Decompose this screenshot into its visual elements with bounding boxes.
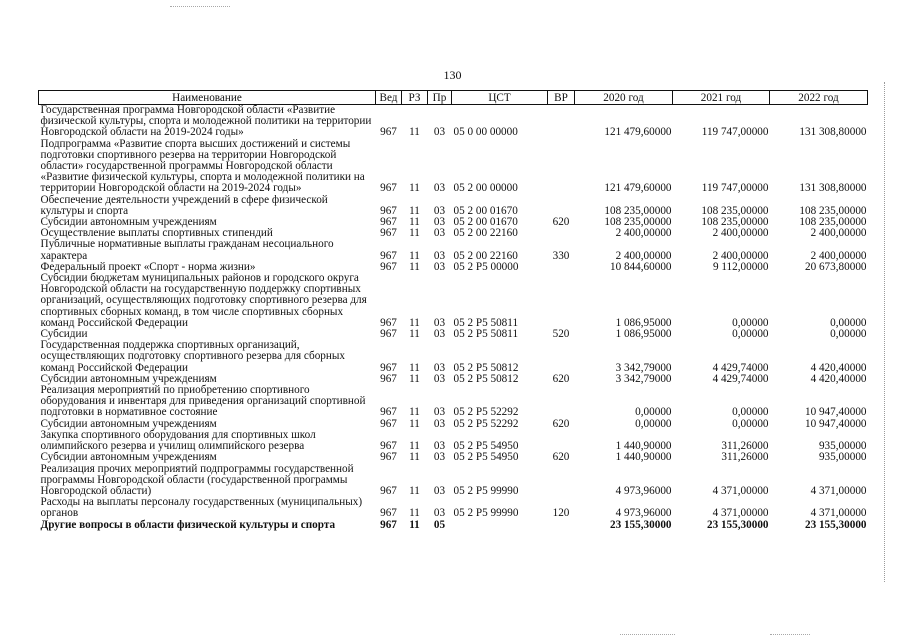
- cell-vr: 120: [552, 507, 570, 520]
- cell-2021: 0,00000: [732, 328, 769, 341]
- table-row: [39, 105, 868, 139]
- cell-rz: 11: [409, 451, 420, 464]
- col-header-ved: Вед: [376, 91, 402, 105]
- cell-2021: 4 429,74000: [712, 361, 769, 374]
- cell-rz: 11: [409, 440, 420, 453]
- cell-pr: 05: [433, 518, 446, 531]
- cell-2022: 131 308,80000: [799, 182, 867, 195]
- table-row: [39, 497, 868, 519]
- cell-2022: 20 673,80000: [804, 260, 867, 273]
- cell-rz: 11: [409, 417, 420, 430]
- cell-rz: 11: [409, 507, 420, 520]
- cell-pr: 03: [433, 507, 446, 520]
- cell-cst: 05 2 P5 99990: [453, 484, 519, 497]
- table-row: [39, 385, 868, 419]
- cell-2020: 10 844,60000: [609, 260, 672, 273]
- col-header-2021: 2021 год: [673, 91, 770, 105]
- cell-2022: 131 308,80000: [799, 126, 867, 139]
- cell-name: Государственная поддержка спортивных организаций, осуществляющих подготовку спортивного резерва для сборных команд Российской Федерации: [40, 339, 346, 374]
- cell-vr: 620: [552, 372, 570, 385]
- scan-artifact-bottom-left: [620, 634, 675, 636]
- cell-cst: 05 2 00 22160: [453, 227, 518, 240]
- cell-pr: 03: [433, 216, 446, 229]
- cell-ved: 967: [380, 126, 397, 139]
- cell-vr: [548, 340, 575, 374]
- cell-ved: 967: [380, 227, 397, 240]
- cell-2020: 4 973,96000: [615, 507, 672, 520]
- cell-pr: 03: [433, 484, 446, 497]
- table-body: [39, 105, 868, 531]
- cell-name: Субсидии бюджетам муниципальных районов и городского округа Новгородской области на государственную поддержку спортивных организаций, осуществляющих подготовку спортивного резерва для спортивных сборных команд, в том числе спортивных сборных команд Российской Федерации: [40, 272, 367, 329]
- cell-2022: 4 371,00000: [810, 507, 867, 520]
- cell-pr: 03: [433, 204, 446, 217]
- cell-vr: 620: [552, 417, 570, 430]
- cell-ved: 967: [380, 216, 397, 229]
- cell-2020: 1 440,90000: [615, 440, 672, 453]
- cell-pr: 03: [433, 406, 446, 419]
- cell-ved: 967: [380, 249, 397, 262]
- cell-2022: 108 235,00000: [799, 216, 867, 229]
- cell-2020: 23 155,30000: [609, 518, 672, 531]
- cell-2021: 2 400,00000: [712, 227, 769, 240]
- cell-pr: 03: [433, 316, 446, 329]
- cell-rz: 11: [409, 249, 420, 262]
- cell-pr: 03: [433, 126, 446, 139]
- cell-name: Другие вопросы в области физической культуры и спорта: [40, 518, 336, 531]
- cell-ved: 967: [380, 406, 397, 419]
- cell-vr: [548, 262, 575, 273]
- col-header-vr: ВР: [548, 91, 575, 105]
- budget-table: [38, 90, 868, 531]
- table-row: [39, 239, 868, 261]
- cell-2022: 4 371,00000: [810, 484, 867, 497]
- cell-2020: 3 342,79000: [615, 361, 672, 374]
- cell-ved: 967: [380, 417, 397, 430]
- cell-vr: [548, 139, 575, 195]
- cell-cst: 05 2 00 01670: [453, 204, 518, 217]
- cell-name: Публичные нормативные выплаты гражданам несоциального характера: [40, 238, 334, 262]
- cell-cst: 05 2 P5 50812: [453, 361, 519, 374]
- table-row: [39, 139, 868, 195]
- cell-ved: 967: [380, 260, 397, 273]
- cell-pr: 03: [433, 249, 446, 262]
- cell-rz: 11: [409, 406, 420, 419]
- cell-rz: 11: [409, 361, 420, 374]
- table-row: [39, 273, 868, 329]
- cell-vr: [548, 273, 575, 329]
- cell-name: Субсидии автономным учреждениям: [40, 417, 217, 430]
- cell-rz: 11: [409, 316, 420, 329]
- cell-cst: 05 2 P5 50812: [453, 372, 519, 385]
- cell-2021: 2 400,00000: [712, 249, 769, 262]
- table-row: [39, 195, 868, 217]
- cell-cst: 05 2 P5 50811: [453, 316, 519, 329]
- cell-2022: 4 420,40000: [810, 372, 867, 385]
- scan-artifact-bottom-right: [770, 634, 810, 636]
- col-header-pr: Пр: [428, 91, 452, 105]
- cell-vr: [548, 520, 575, 531]
- cell-2022: 108 235,00000: [799, 204, 867, 217]
- page-number: 130: [443, 68, 462, 82]
- cell-ved: 967: [380, 507, 397, 520]
- cell-rz: 11: [409, 126, 420, 139]
- cell-2021: 119 747,00000: [701, 182, 769, 195]
- cell-name: Обеспечение деятельности учреждений в сфере физической культуры и спорта: [40, 193, 328, 217]
- cell-name: Субсидии автономным учреждениям: [40, 216, 217, 229]
- col-header-cst: ЦСТ: [452, 91, 548, 105]
- cell-name: Реализация мероприятий по приобретению спортивного оборудования и инвентаря для приведения организаций спортивной подготовки в нормативное состояние: [40, 384, 366, 419]
- cell-ved: 967: [380, 440, 397, 453]
- cell-vr: [548, 195, 575, 217]
- cell-ved: 967: [380, 518, 397, 531]
- cell-pr: 03: [433, 227, 446, 240]
- cell-name: Федеральный проект «Спорт - норма жизни»: [40, 260, 256, 273]
- cell-rz: 11: [409, 216, 420, 229]
- cell-2020: 3 342,79000: [615, 372, 672, 385]
- scan-artifact-top: [170, 6, 230, 8]
- cell-cst: 05 2 P5 00000: [453, 260, 519, 273]
- cell-2021: 9 112,00000: [712, 260, 769, 273]
- cell-2020: 108 235,00000: [604, 216, 672, 229]
- cell-2021: 0,00000: [732, 417, 769, 430]
- cell-2021: 4 371,00000: [712, 484, 769, 497]
- cell-name: Расходы на выплаты персоналу государственных (муниципальных) органов: [40, 496, 363, 520]
- cell-pr: 03: [433, 372, 446, 385]
- col-header-rz: РЗ: [402, 91, 428, 105]
- cell-2022: 10 947,40000: [804, 417, 867, 430]
- cell-cst: 05 2 P5 54950: [453, 451, 519, 464]
- cell-pr: 03: [433, 417, 446, 430]
- cell-2020: 1 440,90000: [615, 451, 672, 464]
- cell-2022: 935,00000: [818, 440, 867, 453]
- cell-2022: 10 947,40000: [804, 406, 867, 419]
- cell-2022: 2 400,00000: [810, 249, 867, 262]
- cell-ved: 967: [380, 182, 397, 195]
- cell-2022: 0,00000: [830, 328, 867, 341]
- cell-vr: 620: [552, 451, 570, 464]
- cell-pr: 03: [433, 361, 446, 374]
- col-header-name: Наименование: [39, 91, 376, 105]
- cell-pr: 03: [433, 328, 446, 341]
- cell-2020: 2 400,00000: [615, 249, 672, 262]
- cell-2020: 0,00000: [635, 417, 672, 430]
- cell-rz: 11: [409, 484, 420, 497]
- cell-vr: [548, 385, 575, 419]
- col-header-2022: 2022 год: [770, 91, 868, 105]
- cell-cst: 05 2 P5 54950: [453, 440, 519, 453]
- cell-rz: 11: [409, 518, 420, 531]
- cell-pr: 03: [433, 451, 446, 464]
- table-row: [39, 340, 868, 374]
- cell-2021: 108 235,00000: [701, 216, 769, 229]
- cell-name: Реализация прочих мероприятий подпрограммы государственной программы Новгородской области (государственной программы Новгородской области): [40, 462, 354, 497]
- cell-rz: 11: [409, 372, 420, 385]
- cell-vr: [548, 105, 575, 139]
- cell-vr: 520: [552, 328, 570, 341]
- cell-vr: [548, 464, 575, 498]
- cell-2022: 935,00000: [818, 451, 867, 464]
- cell-name: Субсидии автономным учреждениям: [40, 451, 217, 464]
- cell-2021: 0,00000: [732, 406, 769, 419]
- cell-ved: 967: [380, 372, 397, 385]
- cell-2021: 0,00000: [732, 316, 769, 329]
- cell-ved: 967: [380, 204, 397, 217]
- cell-2022: 0,00000: [830, 316, 867, 329]
- col-header-2020: 2020 год: [575, 91, 673, 105]
- cell-name: Осуществление выплаты спортивных стипендий: [40, 227, 273, 240]
- cell-rz: 11: [409, 204, 420, 217]
- cell-cst: 05 2 00 22160: [453, 249, 518, 262]
- cell-rz: 11: [409, 227, 420, 240]
- cell-name: Субсидии: [40, 328, 88, 341]
- cell-cst: 05 0 00 00000: [453, 126, 518, 139]
- cell-vr: 620: [552, 216, 570, 229]
- cell-2022: 2 400,00000: [810, 227, 867, 240]
- cell-cst: [452, 520, 548, 531]
- page-edge-line: [884, 82, 886, 582]
- cell-2021: 311,26000: [721, 451, 769, 464]
- cell-rz: 11: [409, 182, 420, 195]
- cell-2020: 2 400,00000: [615, 227, 672, 240]
- cell-name: Закупка спортивного оборудования для спортивных школ олимпийского резерва и училищ олимпийского резерва: [40, 428, 316, 453]
- cell-2021: 4 371,00000: [712, 507, 769, 520]
- cell-vr: 330: [552, 249, 570, 262]
- cell-pr: 03: [433, 440, 446, 453]
- cell-2021: 23 155,30000: [706, 518, 769, 531]
- cell-name: Подпрограмма «Развитие спорта высших достижений и системы подготовки спортивного резерва на территории Новгородской области» государственной программы Новгородской области «Развитие физической культуры, спорта и молодежной политики на территории Новгородской области на 2019-2024 годы»: [40, 137, 365, 195]
- cell-vr: [548, 228, 575, 239]
- cell-2020: 108 235,00000: [604, 204, 672, 217]
- table-row: [39, 520, 868, 531]
- table-row: [39, 430, 868, 452]
- cell-ved: 967: [380, 316, 397, 329]
- cell-ved: 967: [380, 361, 397, 374]
- cell-ved: 967: [380, 484, 397, 497]
- cell-rz: 11: [409, 328, 420, 341]
- cell-2021: 311,26000: [721, 440, 769, 453]
- cell-2020: 4 973,96000: [615, 484, 672, 497]
- cell-cst: 05 2 P5 52292: [453, 406, 519, 419]
- cell-2020: 121 479,60000: [604, 126, 672, 139]
- cell-cst: 05 2 00 01670: [453, 216, 518, 229]
- cell-ved: 967: [380, 451, 397, 464]
- cell-2020: 121 479,60000: [604, 182, 672, 195]
- cell-cst: 05 2 P5 50811: [453, 328, 519, 341]
- cell-2021: 119 747,00000: [701, 126, 769, 139]
- cell-2020: 0,00000: [635, 406, 672, 419]
- cell-name: Субсидии автономным учреждениям: [40, 372, 217, 385]
- cell-2022: 23 155,30000: [804, 518, 867, 531]
- cell-vr: [548, 430, 575, 452]
- cell-cst: 05 2 P5 99990: [453, 507, 519, 520]
- cell-cst: 05 2 P5 52292: [453, 417, 519, 430]
- table-row: [39, 452, 868, 463]
- cell-name: Государственная программа Новгородской области «Развитие физической культуры, спорта и молодежной политики на территории Новгородской области на 2019-2024 годы»: [40, 104, 372, 139]
- cell-2020: 1 086,95000: [615, 328, 672, 341]
- table-header-row: [39, 91, 868, 105]
- cell-pr: 03: [433, 182, 446, 195]
- cell-rz: 11: [409, 260, 420, 273]
- cell-2021: 108 235,00000: [701, 204, 769, 217]
- table-row: [39, 464, 868, 498]
- cell-ved: 967: [380, 328, 397, 341]
- cell-cst: 05 2 00 00000: [453, 182, 518, 195]
- cell-2020: 1 086,95000: [615, 316, 672, 329]
- cell-2022: 4 420,40000: [810, 361, 867, 374]
- cell-2021: 4 429,74000: [712, 372, 769, 385]
- cell-pr: 03: [433, 260, 446, 273]
